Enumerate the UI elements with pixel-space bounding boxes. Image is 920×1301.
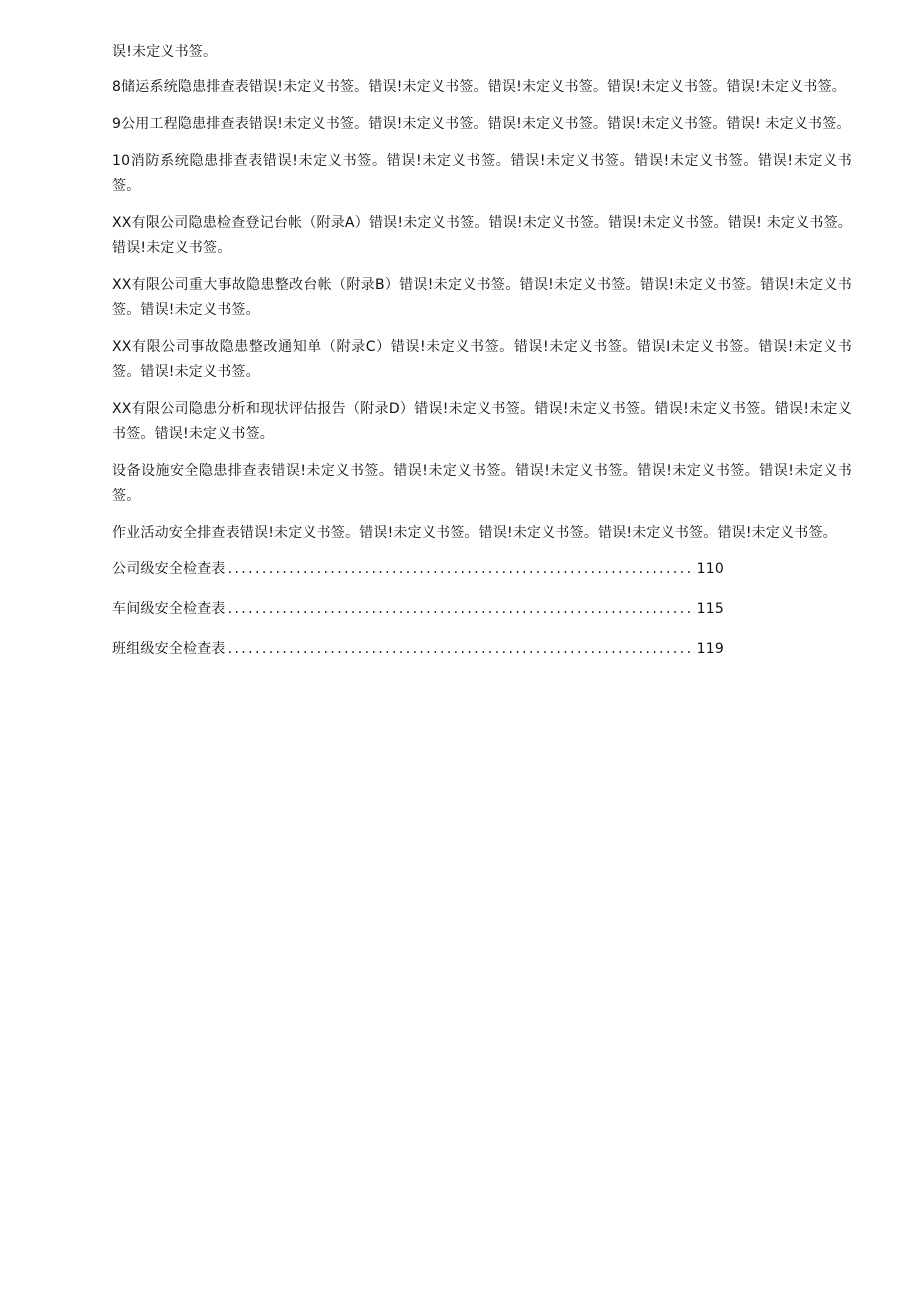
toc-entries bbox=[112, 558, 852, 660]
toc-paragraph-storage-system: 8储运系统隐患排查表错误!未定义书签。错误!未定义书签。错误!未定义书签。错误!未定义书签。错误!未定义书签。 bbox=[112, 79, 846, 95]
toc-entry-page-number: 110 bbox=[696, 561, 724, 577]
toc-paragraph-work-activity: 作业活动安全排查表错误!未定义书签。错误!未定义书签。错误!未定义书签。错误!未定义书签。错误!未定义书签。 bbox=[112, 525, 837, 541]
toc-entry[interactable] bbox=[112, 638, 724, 660]
toc-entry[interactable] bbox=[112, 598, 724, 620]
toc-entry-label: 班组级安全检查表 bbox=[112, 641, 226, 657]
toc-entry-label: 车间级安全检查表 bbox=[112, 601, 226, 617]
toc-paragraph-appendix-d: XX有限公司隐患分析和现状评估报告（附录D）错误!未定义书签。错误!未定义书签。错误!未定义书签。错误!未定义书签。错误!未定义书签。 bbox=[112, 401, 852, 442]
document-page bbox=[112, 40, 852, 678]
toc-paragraph-appendix-b: XX有限公司重大事故隐患整改台帐（附录B）错误!未定义书签。错误!未定义书签。错误!未定义书签。错误!未定义书签。错误!未定义书签。 bbox=[112, 277, 852, 318]
toc-entry-page-number: 119 bbox=[696, 641, 724, 657]
toc-entry[interactable] bbox=[112, 558, 724, 580]
toc-entry-page-number: 115 bbox=[696, 601, 724, 617]
toc-paragraph-continuation: 误!未定义书签。 bbox=[112, 44, 218, 60]
toc-dot-leader bbox=[228, 598, 695, 620]
toc-entry-label: 公司级安全检查表 bbox=[112, 561, 226, 577]
toc-paragraph-appendix-a: XX有限公司隐患检查登记台帐（附录A）错误!未定义书签。错误!未定义书签。错误!未定义书签。错误! 未定义书签。错误!未定义书签。 bbox=[112, 215, 852, 256]
toc-dot-leader bbox=[228, 638, 695, 660]
toc-dot-leader bbox=[228, 558, 695, 580]
toc-paragraph-equipment-facility: 设备设施安全隐患排查表错误!未定义书签。错误!未定义书签。错误!未定义书签。错误!未定义书签。错误!未定义书签。 bbox=[112, 463, 852, 504]
toc-paragraph-fire-system: 10消防系统隐患排查表错误!未定义书签。错误!未定义书签。错误!未定义书签。错误!未定义书签。错误!未定义书签。 bbox=[112, 153, 852, 194]
toc-paragraph-utility-engineering: 9公用工程隐患排查表错误!未定义书签。错误!未定义书签。错误!未定义书签。错误!未定义书签。错误! 未定义书签。 bbox=[112, 116, 851, 132]
toc-paragraph-appendix-c: XX有限公司事故隐患整改通知单（附录C）错误!未定义书签。错误!未定义书签。错误I未定义书签。错误!未定义书签。错误!未定义书签。 bbox=[112, 339, 852, 380]
